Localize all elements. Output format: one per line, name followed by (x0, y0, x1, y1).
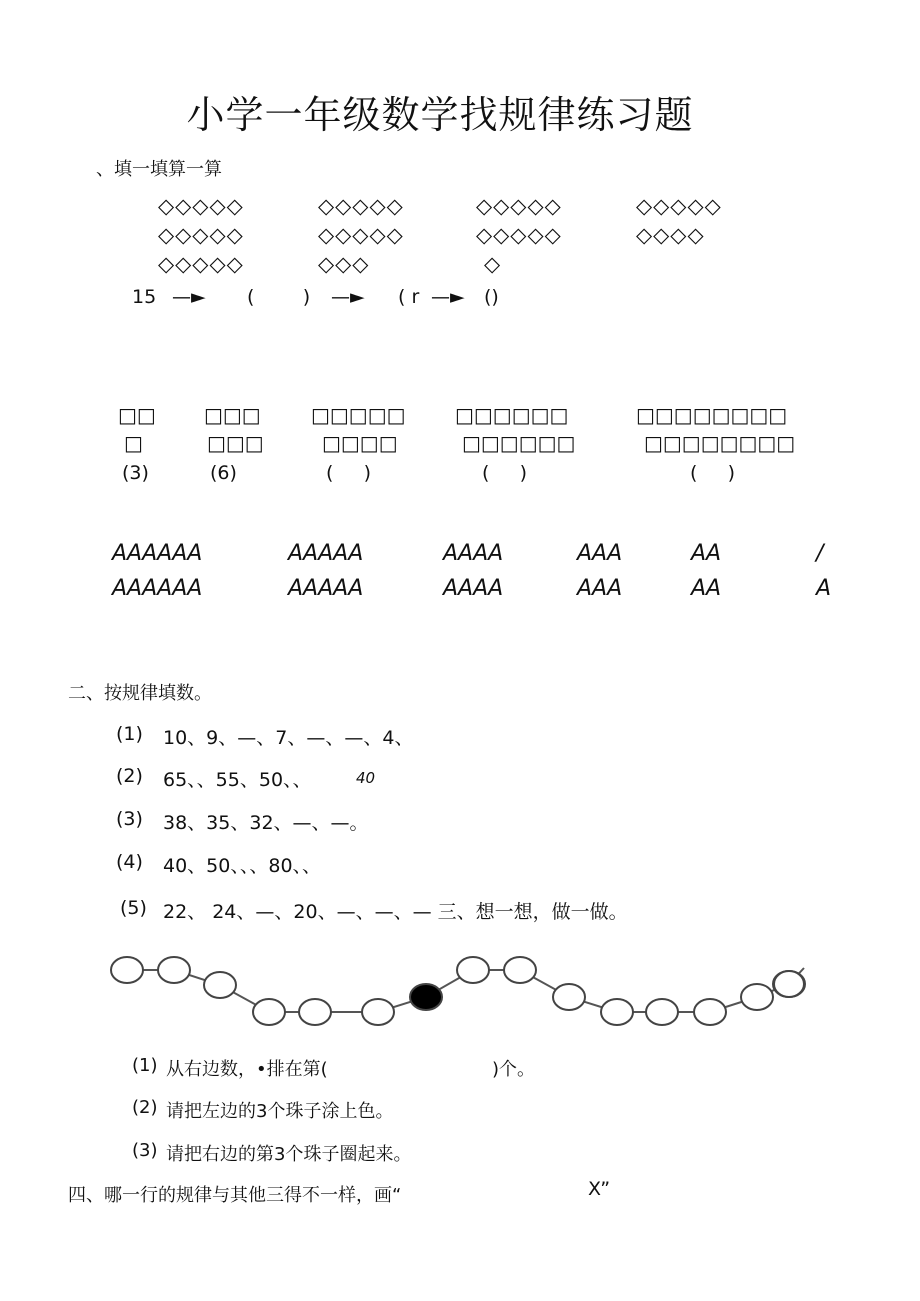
bead (111, 957, 143, 983)
diamond-group: ◇◇◇◇ (636, 223, 705, 247)
diamond-group: ◇◇◇◇◇ (318, 223, 404, 247)
item-sequence: 40、50、、、80、、 (163, 855, 322, 877)
square-group: □□□□□□ (462, 431, 576, 455)
letter-group: AAA (577, 541, 623, 566)
black-bead (410, 984, 442, 1010)
arrow-icon: —► (431, 286, 465, 308)
question-text: 请把右边的第3个珠子圈起来。 (166, 1144, 412, 1165)
item-label: (4) (116, 851, 143, 873)
diamond-group: ◇◇◇◇◇ (158, 194, 244, 218)
item-sequence: 10、9、—、7、—、—、4、 (163, 727, 414, 749)
page-title: 小学一年级数学找规律练习题 (186, 93, 694, 137)
item-label: (1) (116, 723, 143, 745)
answer-blank: ( ) (247, 286, 311, 308)
bead (553, 984, 585, 1010)
item-label: (5) (120, 897, 147, 919)
bead (504, 957, 536, 983)
letter-group: AAAAAA (112, 541, 203, 566)
diamond-group: ◇◇◇ (318, 252, 370, 276)
bead (158, 957, 190, 983)
answer-blank: ( r (398, 286, 420, 308)
diamond-group: ◇◇◇◇◇ (476, 194, 562, 218)
item-sequence: 65、、55、50、、 (163, 769, 312, 791)
square-group: □ (124, 431, 143, 455)
arrow-start-number: 15 (132, 286, 157, 308)
square-group: □□□□□□□□ (644, 431, 796, 455)
question-label: (1) (132, 1055, 158, 1076)
item-sequence: 38、35、32、—、—。 (163, 812, 369, 834)
bead (253, 999, 285, 1025)
letter-group: AAAA (443, 541, 504, 566)
letter-group: A (816, 576, 832, 601)
square-answer: ( ) (690, 462, 736, 484)
item-label: (3) (116, 808, 143, 830)
square-group: □□□ (207, 431, 264, 455)
square-group: □□□□ (322, 431, 398, 455)
square-group: □□□ (204, 403, 261, 427)
bead (601, 999, 633, 1025)
bead (774, 971, 804, 997)
bead (741, 984, 773, 1010)
square-group: □□□□□□□□ (636, 403, 788, 427)
diamond-group: ◇◇◇◇◇ (318, 194, 404, 218)
bead (457, 957, 489, 983)
letter-group: / (816, 541, 824, 566)
letter-group: AAAAAA (112, 576, 203, 601)
square-group: □□□□□□ (455, 403, 569, 427)
bead (694, 999, 726, 1025)
answer-blank: () (484, 286, 499, 308)
square-answer: ( ) (482, 462, 528, 484)
letter-group: AA (691, 541, 722, 566)
diamond-group: ◇ (484, 252, 502, 276)
question-label: (3) (132, 1140, 158, 1161)
x-mark: X” (588, 1178, 611, 1200)
item-label: (2) (116, 765, 143, 787)
bead (646, 999, 678, 1025)
square-group: □□□□□ (311, 403, 406, 427)
diamond-group: ◇◇◇◇◇ (636, 194, 722, 218)
square-answer: (3) (122, 462, 149, 484)
question-text: 从右边数，•排在第( (166, 1059, 328, 1080)
square-group: □□ (118, 403, 156, 427)
question-label: (2) (132, 1097, 158, 1118)
item-extra-number: 40 (356, 769, 376, 787)
diamond-group: ◇◇◇◇◇ (158, 252, 244, 276)
diamond-group: ◇◇◇◇◇ (158, 223, 244, 247)
diamond-group: ◇◇◇◇◇ (476, 223, 562, 247)
letter-group: AAAA (443, 576, 504, 601)
arrow-icon: —► (331, 286, 365, 308)
arrow-icon: —► (172, 286, 206, 308)
item-sequence: 22、 24、—、20、—、—、— 三、想一想，做一做。 (163, 901, 628, 923)
letter-group: AAA (577, 576, 623, 601)
bead (204, 972, 236, 998)
question-tail: )个。 (492, 1059, 536, 1080)
letter-group: AAAAA (288, 576, 364, 601)
square-answer: ( ) (326, 462, 372, 484)
section4-heading: 四、哪一行的规律与其他三得不一样，画“ (68, 1185, 402, 1206)
bead (362, 999, 394, 1025)
question-text: 请把左边的3个珠子涂上色。 (166, 1101, 394, 1122)
square-answer: (6) (210, 462, 237, 484)
section2-heading: 二、按规律填数。 (68, 683, 212, 704)
bead (299, 999, 331, 1025)
letter-group: AA (691, 576, 722, 601)
letter-group: AAAAA (288, 541, 364, 566)
section1-heading: 、填一填算一算 (96, 159, 222, 180)
